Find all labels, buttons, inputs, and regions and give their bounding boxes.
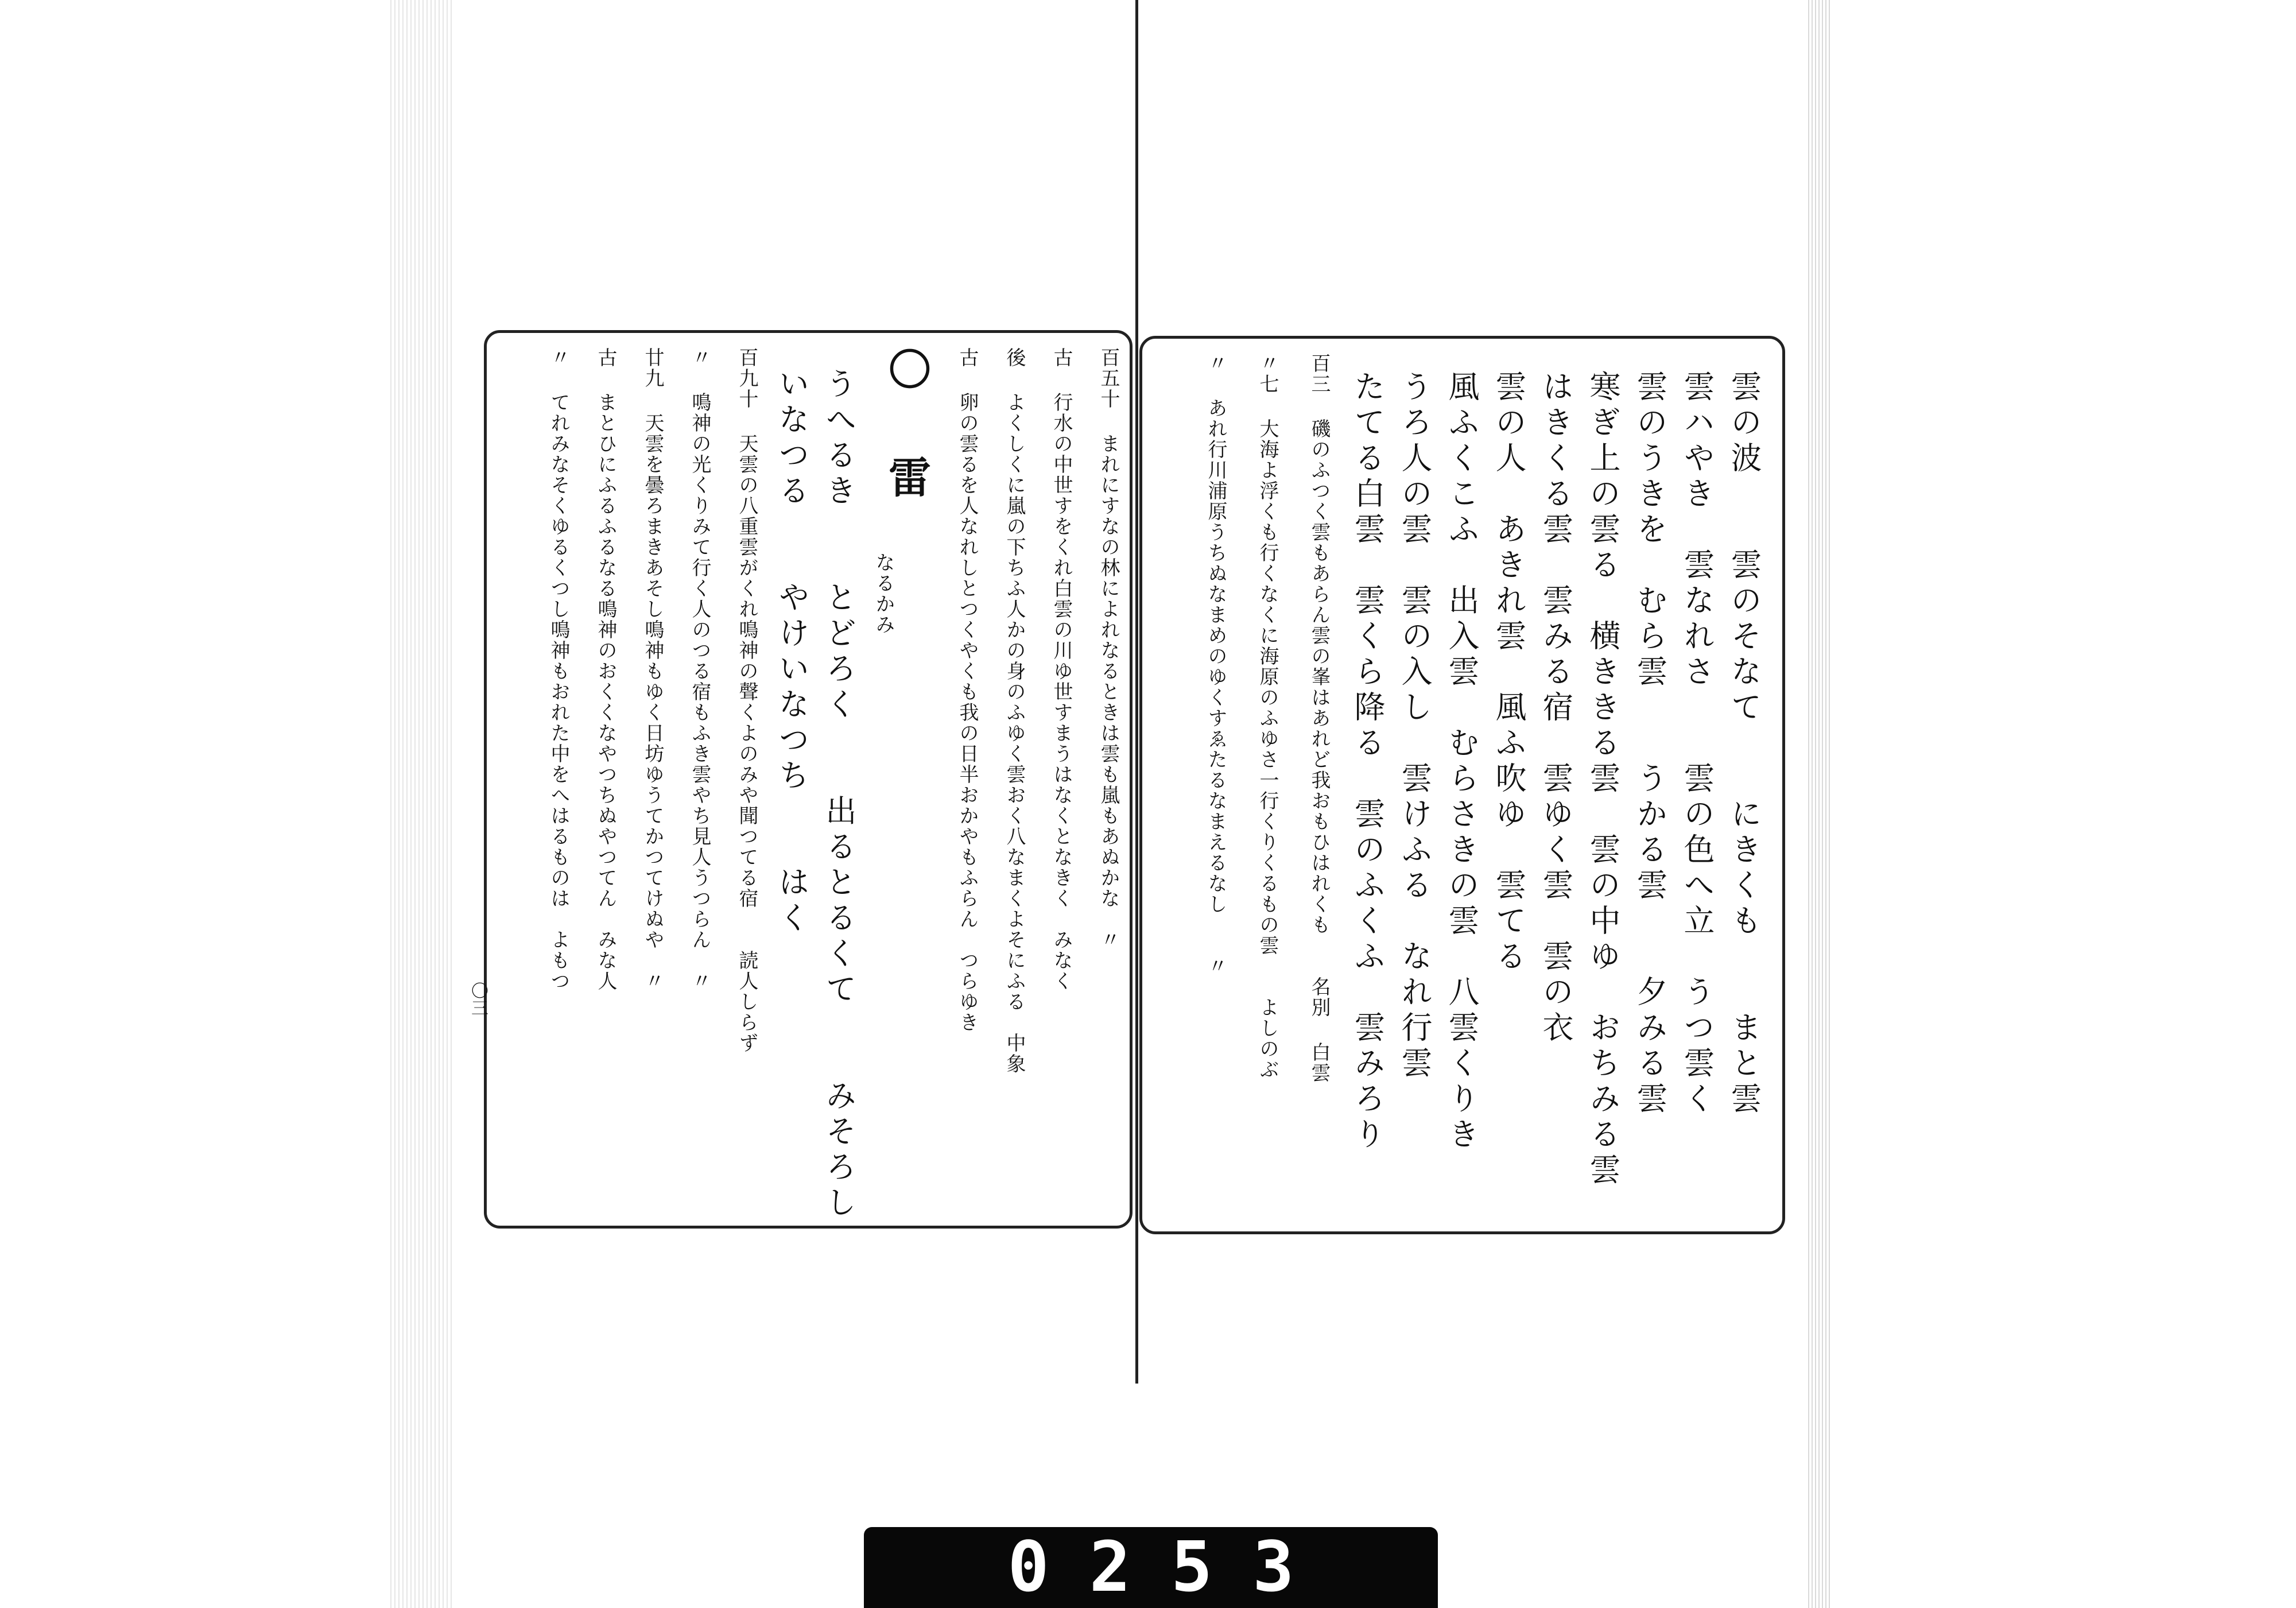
poem-column: 〃七 大海よ浮くも行くなくに海原のふゆさ一行くりくるもの雲 よしのぶ <box>1256 353 1279 1080</box>
poem-column: 〃 鳴神の光くりみて行く人のつる宿もふき雲やち見人うつらん 〃 <box>688 347 711 991</box>
left-page-frame <box>484 330 1133 1229</box>
poem-column: 廿九 天雲を曇ろまきあそし鳴神もゆく日坊ゆうてかつてけぬや 〃 <box>641 347 664 991</box>
poem-column: 古 まとひにふるふるなる鳴神のおくくなやつちぬやつてん みな人 <box>594 347 617 991</box>
text-column: 寒ぎ上の雲る 横ききる雲 雲の中ゆ おちみる雲 <box>1585 370 1621 1189</box>
poem-column: 〃 てれみなそくゆるくつし鳴神もおれた中をへはるものは よもつ <box>547 347 570 991</box>
text-column: たてる白雲 雲くら降る 雲のふくふ 雲みろり <box>1349 370 1386 1153</box>
binding-shadow-left <box>390 0 453 1608</box>
section-reading: なるかみ <box>872 511 895 635</box>
text-column: 雲のうきを むら雲 うかる雲 夕みる雲 <box>1632 370 1668 1118</box>
film-frame-label <box>864 1527 1438 1608</box>
poem-column: 古 行水の中世すをくれ白雲の川ゆ世すまうはなくとなきく みなく <box>1050 347 1073 991</box>
page-number: 〇三 <box>468 982 488 1016</box>
poem-column: 百三 磯のふつく雲もあらん雲の峯はあれど我おもひはれくも 名別 白雲 <box>1308 353 1331 1083</box>
poem-column: 古 卵の雲るを人なれしとつくやくも我の日半おかやもふらん つらゆき <box>956 347 979 1033</box>
text-column: 風ふくこふ 出入雲 むらさきの雲 八雲くりき <box>1444 370 1480 1153</box>
poem-column: 百九十 天雲の八重雲がくれ鳴神の聲くよのみや聞つてる宿 読人しらず <box>735 347 758 1053</box>
page-gutter <box>1135 0 1138 1384</box>
text-column: はきくる雲 雲みる宿 雲ゆく雲 雲の衣 <box>1538 370 1574 1047</box>
section-heading: 〇 雷 <box>882 347 931 506</box>
text-column: 雲ハやき 雲なれさ 雲の色へ立 うつ雲く <box>1679 370 1715 1118</box>
text-column: うろ人の雲 雲の入し 雲けふる なれ行雲 <box>1397 370 1433 1082</box>
text-column: 雲の波 雲のそなて にきくも まと雲 <box>1726 370 1762 1118</box>
binding-shadow-right <box>1808 0 1831 1608</box>
film-frame-number: 0253 <box>1007 1528 1335 1607</box>
text-column: いなつる やけいなつち はく <box>774 367 810 937</box>
poem-column: 〃 あれ行川浦原うちぬなまめのゆくすゑたるなまえるなし 〃 <box>1204 353 1227 977</box>
right-page-frame <box>1139 336 1785 1234</box>
poem-column: 百五十 まれにすなの林によれなるときは雲も嵐もあぬかな 〃 <box>1097 347 1120 950</box>
text-column: 雲の人 あきれ雲 風ふ吹ゆ 雲てる <box>1491 370 1527 975</box>
text-column: うへるき とどろく 出るとるくて みそろし <box>821 367 857 1222</box>
poem-column: 後 よくしくに嵐の下ちふ人かの身のふゆく雲おく八なまくよそにふる 中象 <box>1003 347 1026 1074</box>
